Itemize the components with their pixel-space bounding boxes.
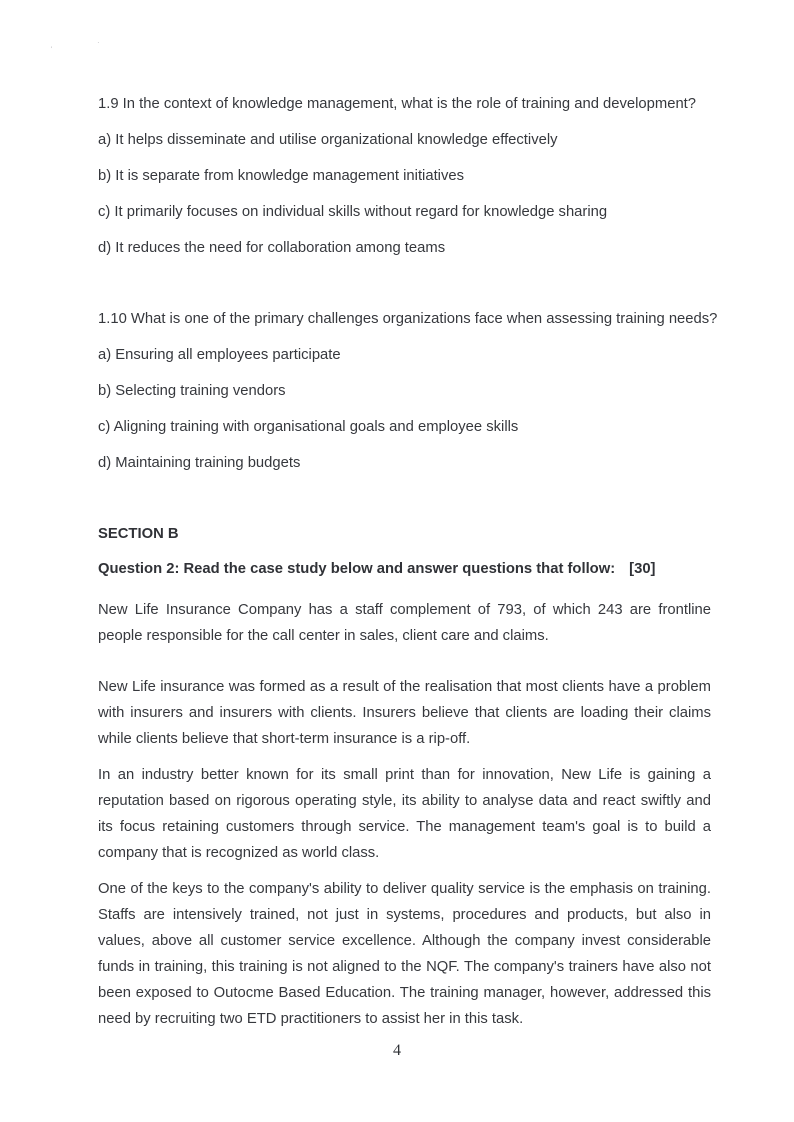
question-1-10 [98, 309, 718, 473]
section-b-heading: SECTION B [98, 526, 179, 542]
question-1-9-text: 1.9 In the context of knowledge management, what is the role of training and development? [98, 96, 697, 112]
case-study-paragraph-4: One of the keys to the company's ability to deliver quality service is the emphasis on training. Staffs are intensively trained, not just in systems, procedures and products, but also in values, above all customer service excellence. Although the company invest considerable funds in training, this training is not aligned to the NQF. The company's trainers have also not been exposed to Outocme Based Education. The training manager, however, addressed this need by recruiting two ETD practitioners to assist her in this task. [98, 881, 711, 1027]
question-1-9-option-b: b) It is separate from knowledge management initiatives [98, 168, 464, 184]
question-1-10-option-d: d) Maintaining training budgets [98, 455, 301, 471]
scan-artifact: ʻ [49, 44, 53, 55]
question-1-9 [98, 94, 711, 258]
question-1-9-option-c: c) It primarily focuses on individual skills without regard for knowledge sharing [98, 204, 608, 220]
question-1-10-option-a: a) Ensuring all employees participate [98, 347, 341, 363]
case-study-paragraph-3: In an industry better known for its small print than for innovation, New Life is gaining a reputation based on rigorous operating style, its ability to analyse data and react swiftly and its focus retaining customers through service. The management team's goal is to build a company that is recognized as world class. [98, 767, 711, 861]
question-1-9-option-a: a) It helps disseminate and utilise organizational knowledge effectively [98, 132, 558, 148]
question-2-marks: [30] [629, 561, 656, 577]
page-content [98, 94, 718, 1042]
page-number: 4 [393, 1042, 401, 1059]
question-1-9-option-d: d) It reduces the need for collaboration among teams [98, 240, 446, 256]
scan-artifact: · [97, 38, 100, 47]
question-2-heading-text: Question 2: Read the case study below and answer questions that follow: [98, 561, 616, 577]
question-2-heading [98, 559, 711, 579]
question-1-10-text: 1.10 What is one of the primary challenges organizations face when assessing training needs? [98, 311, 718, 327]
case-study-paragraph-2: New Life insurance was formed as a result of the realisation that most clients have a problem with insurers and insurers with clients. Insurers believe that clients are loading their claims while clients believe that short-term insurance is a rip-off. [98, 679, 711, 747]
question-1-10-option-b: b) Selecting training vendors [98, 383, 286, 399]
question-1-10-option-c: c) Aligning training with organisational goals and employee skills [98, 419, 519, 435]
case-study-paragraph-1: New Life Insurance Company has a staff complement of 793, of which 243 are frontline people responsible for the call center in sales, client care and claims. [98, 602, 711, 644]
